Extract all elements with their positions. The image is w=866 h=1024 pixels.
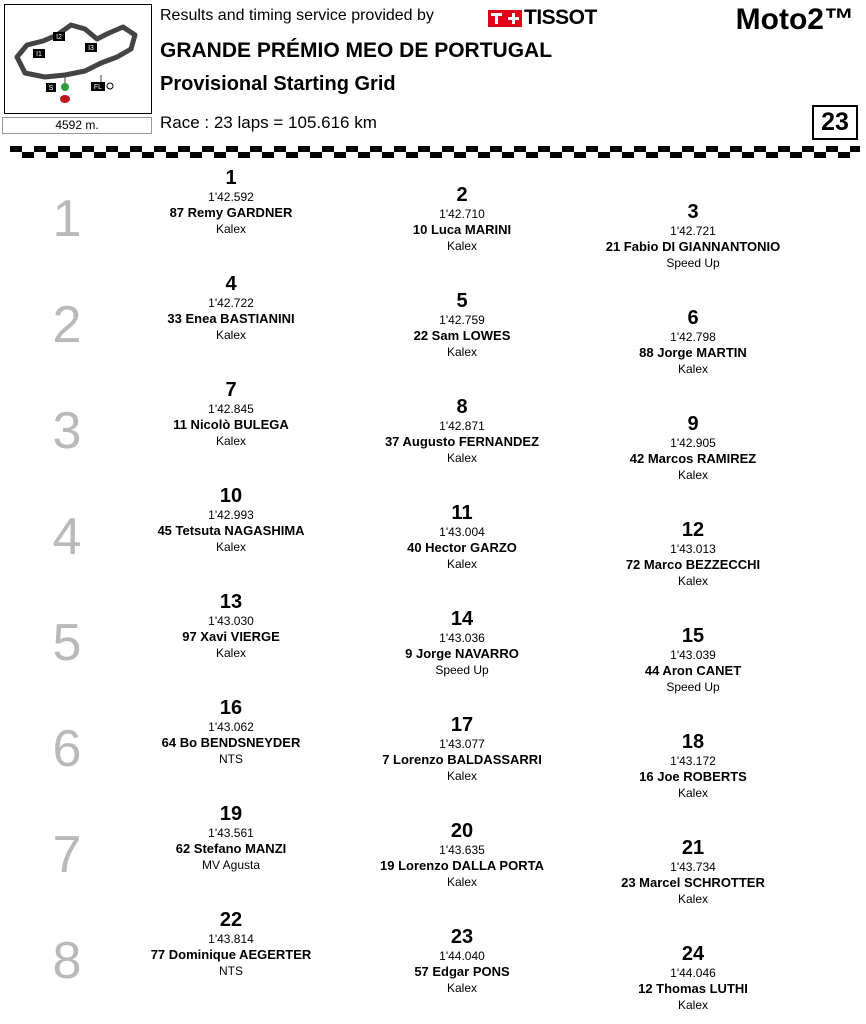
qualifying-time: 1'42.759 [439, 313, 485, 327]
grid-row-number: 6 [52, 720, 82, 778]
team-name: Kalex [677, 892, 709, 906]
rider-name: 9 Jorge NAVARRO [405, 646, 519, 661]
grid-position: 16 [219, 697, 243, 719]
start-marker-icon [61, 83, 69, 91]
qualifying-time: 1'43.077 [439, 737, 485, 751]
grid-position: 15 [681, 625, 705, 647]
grid-position: 23 [450, 926, 474, 948]
grid-slot [121, 168, 341, 237]
grid-position: 18 [681, 731, 705, 753]
grid-slot [583, 626, 803, 695]
grid-slot [583, 308, 803, 377]
qualifying-time: 1'42.592 [208, 190, 254, 204]
qualifying-time: 1'43.062 [208, 720, 254, 734]
grid-slot [121, 486, 341, 555]
qualifying-time: 1'43.013 [670, 542, 716, 556]
rider-name: 37 Augusto FERNANDEZ [384, 434, 540, 449]
grid-position: 22 [219, 909, 243, 931]
rider-name: 16 Joe ROBERTS [639, 769, 747, 784]
finish-flag-icon [107, 83, 113, 89]
rider-name: 57 Edgar PONS [414, 964, 510, 979]
grid-position: 5 [456, 290, 468, 312]
race-info: Race : 23 laps = 105.616 km [160, 113, 377, 132]
grid-position: 19 [219, 803, 243, 825]
rider-name: 72 Marco BEZZECCHI [625, 557, 761, 572]
team-name: NTS [219, 752, 243, 766]
rider-name: 44 Aron CANET [644, 663, 742, 678]
category-title: Moto2™ [735, 3, 854, 36]
grid-slot [583, 944, 803, 1013]
grid-position: 17 [450, 714, 474, 736]
team-name: Kalex [215, 222, 247, 236]
rider-name: 23 Marcel SCHROTTER [621, 875, 765, 890]
grid-slot [121, 804, 341, 873]
rider-name: 12 Thomas LUTHI [638, 981, 748, 996]
grid-slot [583, 414, 803, 483]
tissot-wordmark: TISSOT [524, 6, 597, 29]
qualifying-time: 1'42.905 [670, 436, 716, 450]
grid-slot [352, 503, 572, 572]
qualifying-time: 1'42.993 [208, 508, 254, 522]
grid-slot [121, 910, 341, 979]
grid-slot [352, 397, 572, 466]
grid-position: 24 [681, 943, 705, 965]
svg-text:I3: I3 [88, 45, 94, 52]
team-name: Kalex [446, 345, 478, 359]
grid-position: 4 [225, 273, 237, 295]
grid-slot [352, 291, 572, 360]
svg-text:I1: I1 [36, 51, 42, 58]
qualifying-time: 1'42.722 [208, 296, 254, 310]
qualifying-time: 1'42.845 [208, 402, 254, 416]
checkered-divider [10, 146, 860, 158]
team-name: Kalex [215, 434, 247, 448]
session-title: Provisional Starting Grid [160, 73, 396, 95]
rider-name: 64 Bo BENDSNEYDER [161, 735, 301, 750]
rider-name: 77 Dominique AEGERTER [150, 947, 312, 962]
team-name: Kalex [446, 451, 478, 465]
team-name: Kalex [215, 540, 247, 554]
tissot-logo [488, 7, 597, 29]
grid-position: 7 [225, 379, 237, 401]
svg-text:I2: I2 [56, 34, 62, 41]
qualifying-time: 1'42.721 [670, 224, 716, 238]
grid-slot [121, 380, 341, 449]
grid-position: 3 [687, 201, 699, 223]
team-name: Kalex [446, 769, 478, 783]
qualifying-time: 1'42.871 [439, 419, 485, 433]
grid-position: 11 [451, 502, 473, 524]
team-name: NTS [219, 964, 243, 978]
pit-marker-icon [60, 95, 70, 103]
rider-name: 19 Lorenzo DALLA PORTA [380, 858, 544, 873]
qualifying-time: 1'43.561 [208, 826, 254, 840]
rider-name: 87 Remy GARDNER [169, 205, 293, 220]
qualifying-time: 1'43.036 [439, 631, 485, 645]
team-name: MV Agusta [201, 858, 261, 872]
team-name: Kalex [215, 646, 247, 660]
rider-name: 42 Marcos RAMIREZ [629, 451, 757, 466]
team-name: Kalex [446, 981, 478, 995]
rider-name: 10 Luca MARINI [412, 222, 512, 237]
qualifying-time: 1'43.635 [439, 843, 485, 857]
qualifying-time: 1'44.046 [670, 966, 716, 980]
grid-position: 9 [687, 413, 699, 435]
grid-position: 12 [681, 519, 705, 541]
qualifying-time: 1'44.040 [439, 949, 485, 963]
event-title: GRANDE PRÉMIO MEO DE PORTUGAL [160, 39, 553, 62]
track-outline-icon [5, 5, 153, 115]
grid-slot [583, 838, 803, 907]
provider-text: Results and timing service provided by [160, 7, 434, 24]
grid-row-number: 5 [52, 614, 82, 672]
grid-position: 8 [456, 396, 468, 418]
qualifying-time: 1'43.004 [439, 525, 485, 539]
laps-box: 23 [812, 105, 858, 140]
track-map [4, 4, 152, 114]
grid-row-number: 1 [52, 190, 82, 248]
grid-slot [583, 202, 803, 271]
qualifying-time: 1'43.814 [208, 932, 254, 946]
rider-name: 45 Tetsuta NAGASHIMA [157, 523, 305, 538]
team-name: Kalex [677, 786, 709, 800]
grid-slot [352, 609, 572, 678]
team-name: Speed Up [666, 680, 720, 694]
team-name: Kalex [677, 468, 709, 482]
qualifying-time: 1'43.734 [670, 860, 716, 874]
team-name: Speed Up [666, 256, 720, 270]
team-name: Kalex [677, 574, 709, 588]
grid-slot [121, 274, 341, 343]
grid-position: 2 [456, 184, 468, 206]
rider-name: 33 Enea BASTIANINI [167, 311, 295, 326]
grid-position: 13 [219, 591, 243, 613]
rider-name: 88 Jorge MARTIN [639, 345, 747, 360]
grid-row-number: 4 [52, 508, 82, 566]
grid-position: 6 [687, 307, 699, 329]
grid-position: 1 [225, 167, 237, 189]
grid-slot [352, 715, 572, 784]
grid-row-number: 7 [52, 826, 82, 884]
grid-row-number: 2 [52, 296, 82, 354]
grid-row-number: 3 [52, 402, 82, 460]
grid-slot [583, 520, 803, 589]
team-name: Speed Up [435, 663, 489, 677]
team-name: Kalex [677, 998, 709, 1012]
grid-slot [121, 698, 341, 767]
track-length: 4592 m. [2, 117, 152, 134]
rider-name: 11 Nicolò BULEGA [173, 417, 289, 432]
grid-slot [352, 185, 572, 254]
grid-position: 14 [450, 608, 474, 630]
qualifying-time: 1'43.039 [670, 648, 716, 662]
team-name: Kalex [215, 328, 247, 342]
tissot-cross-icon [488, 10, 522, 27]
team-name: Kalex [677, 362, 709, 376]
rider-name: 22 Sam LOWES [413, 328, 511, 343]
qualifying-time: 1'43.172 [670, 754, 716, 768]
team-name: Kalex [446, 239, 478, 253]
grid-position: 21 [681, 837, 705, 859]
grid-slot [352, 927, 572, 996]
rider-name: 97 Xavi VIERGE [182, 629, 280, 644]
team-name: Kalex [446, 875, 478, 889]
qualifying-time: 1'43.030 [208, 614, 254, 628]
qualifying-time: 1'42.798 [670, 330, 716, 344]
svg-text:S: S [48, 85, 54, 92]
grid-row-number: 8 [52, 932, 82, 990]
grid-slot [583, 732, 803, 801]
grid-position: 20 [450, 820, 474, 842]
rider-name: 40 Hector GARZO [407, 540, 517, 555]
svg-text:FL: FL [93, 84, 103, 91]
grid-position: 10 [219, 485, 243, 507]
grid-slot [121, 592, 341, 661]
rider-name: 21 Fabio DI GIANNANTONIO [605, 239, 781, 254]
grid-slot [352, 821, 572, 890]
team-name: Kalex [446, 557, 478, 571]
rider-name: 62 Stefano MANZI [175, 841, 287, 856]
rider-name: 7 Lorenzo BALDASSARRI [382, 752, 542, 767]
qualifying-time: 1'42.710 [439, 207, 485, 221]
